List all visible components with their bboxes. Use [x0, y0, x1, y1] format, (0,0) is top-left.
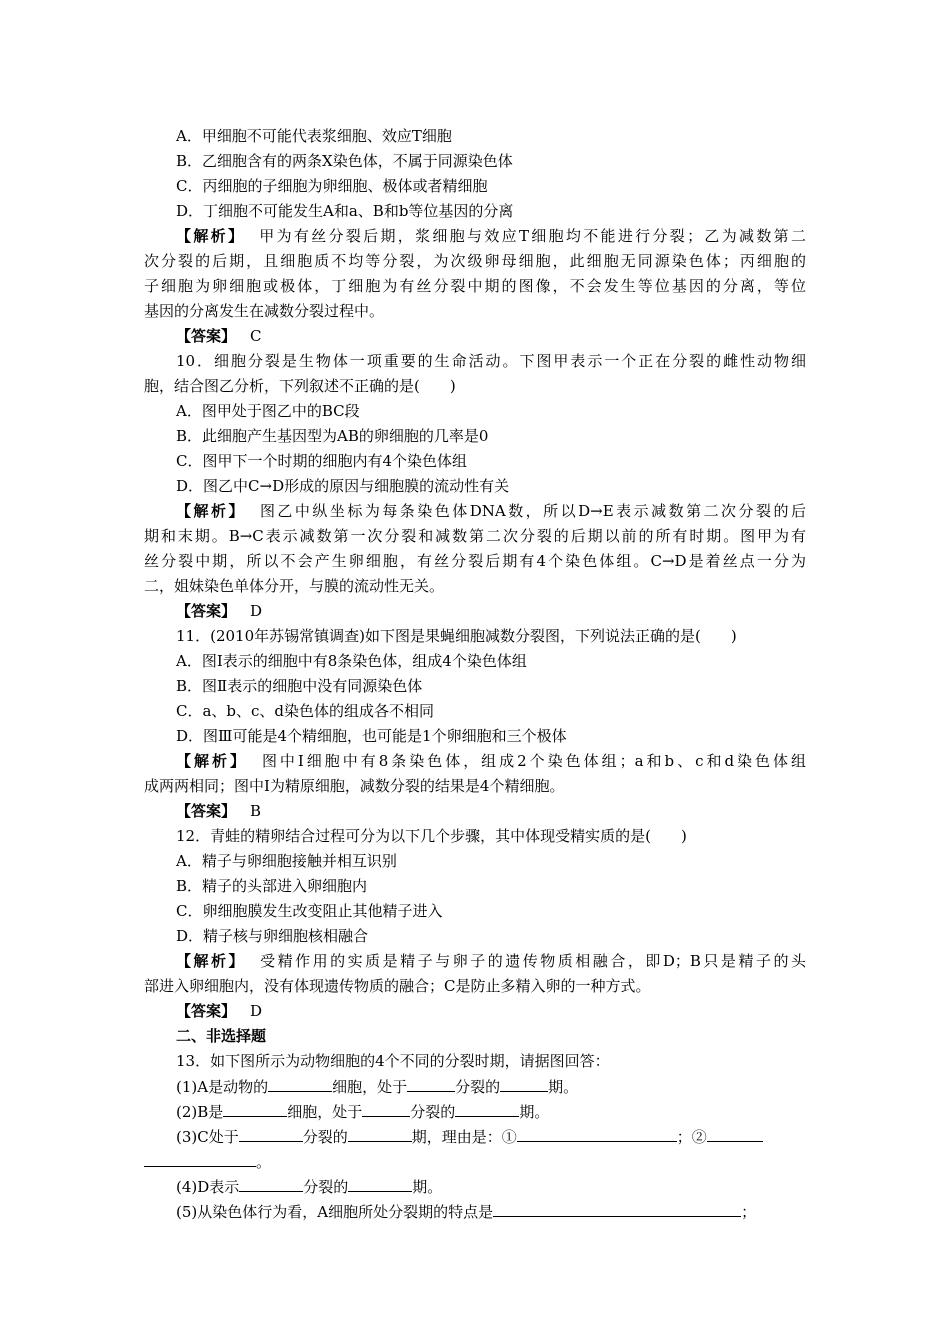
q10-option-a: A．图甲处于图乙中的BC段 — [176, 402, 360, 420]
q10-answer: D — [250, 602, 263, 620]
q9-option-a: A．甲细胞不可能代表浆细胞、效应T细胞 — [176, 127, 452, 145]
q11-option-a: A．图Ⅰ表示的细胞中有8条染色体，组成4个染色体组 — [176, 652, 527, 670]
q13-p3-text: 期，理由是：① — [411, 1128, 517, 1146]
q11-option-c: C．a、b、c、d染色体的组成各不相同 — [176, 702, 435, 720]
q12-analysis-text: 受精作用的实质是精子与卵子的遗传物质相融合，即D；B只是精子的头 — [260, 952, 806, 970]
q11-analysis-line: 成两两相同；图中Ⅰ为精原细胞，减数分裂的结果是4个精细胞。 — [144, 777, 565, 795]
q9-analysis-line: 次分裂的后期，且细胞质不均等分裂，为次级卵母细胞，此细胞无同源染色体；丙细胞的 — [144, 252, 806, 270]
answer-blank[interactable] — [348, 1174, 412, 1192]
q12-option-c: C．卵细胞膜发生改变阻止其他精子进入 — [176, 902, 443, 920]
q9-answer-line — [0, 324, 950, 349]
q13-p2-text: 分裂的 — [410, 1103, 456, 1121]
q13-part-1 — [0, 1074, 950, 1099]
answer-blank[interactable] — [239, 1174, 303, 1192]
answer-tag: 【答案】 — [176, 1002, 237, 1020]
answer-blank[interactable] — [493, 1199, 741, 1217]
q12-option-d: D．精子核与卵细胞核相融合 — [176, 927, 369, 945]
answer-blank[interactable] — [239, 1124, 303, 1142]
q13-p2-text: (2)B是 — [176, 1103, 224, 1121]
q13-p4-text: 期。 — [412, 1178, 443, 1196]
q11-stem: 11．(2010年苏锡常镇调查)如下图是果蝇细胞减数分裂图，下列说法正确的是( ) — [176, 627, 737, 645]
q12-option-a: A．精子与卵细胞接触并相互识别 — [176, 852, 397, 870]
q11-analysis-line — [0, 749, 806, 774]
q9-answer: C — [250, 327, 262, 345]
analysis-tag: 【解析】 — [176, 952, 247, 970]
answer-blank[interactable] — [268, 1074, 332, 1092]
q10-option-d: D．图乙中C→D形成的原因与细胞膜的流动性有关 — [176, 477, 510, 495]
q9-analysis-line — [0, 224, 806, 249]
q12-answer: D — [250, 1002, 263, 1020]
answer-blank[interactable] — [455, 1099, 519, 1117]
q11-answer-line — [0, 799, 950, 824]
q9-analysis-line: 基因的分离发生在减数分裂过程中。 — [144, 302, 385, 320]
answer-blank[interactable] — [500, 1074, 548, 1092]
q13-part-3 — [0, 1124, 950, 1149]
q10-analysis-line: 二，姐妹染色单体分开，与膜的流动性无关。 — [144, 577, 445, 595]
q9-option-b: B．乙细胞含有的两条X染色体，不属于同源染色体 — [176, 152, 513, 170]
answer-blank[interactable] — [348, 1124, 412, 1142]
q10-option-c: C．图甲下一个时期的细胞内有4个染色体组 — [176, 452, 468, 470]
answer-blank[interactable] — [407, 1074, 455, 1092]
q13-p5-text: (5)从染色体行为看，A细胞所处分裂期的特点是 — [176, 1203, 494, 1221]
q12-option-b: B．精子的头部进入卵细胞内 — [176, 877, 368, 895]
q12-answer-line — [0, 999, 950, 1024]
q9-option-d: D．丁细胞不可能发生A和a、B和b等位基因的分离 — [176, 202, 514, 220]
q9-analysis-line: 子细胞为卵细胞或极体，丁细胞为有丝分裂中期的图像，不会发生等位基因的分离，等位 — [144, 277, 806, 295]
q10-analysis-text: 图乙中纵坐标为每条染色体DNA数，所以D→E表示减数第二次分裂的后 — [259, 502, 806, 520]
q11-option-d: D．图Ⅲ可能是4个精细胞，也可能是1个卵细胞和三个极体 — [176, 727, 567, 745]
answer-tag: 【答案】 — [176, 802, 237, 820]
q13-p4-text: (4)D表示 — [176, 1178, 240, 1196]
analysis-tag: 【解析】 — [176, 502, 246, 520]
q9-option-c: C．丙细胞的子细胞为卵细胞、极体或者精细胞 — [176, 177, 488, 195]
q13-p1-text: 细胞，处于 — [332, 1078, 408, 1096]
q13-p2-text: 期。 — [519, 1103, 550, 1121]
q10-stem: 胞，结合图乙分析，下列叙述不正确的是( ) — [144, 377, 456, 395]
q13-p1-text: (1)A是动物的 — [176, 1078, 269, 1096]
section-heading: 二、非选择题 — [176, 1027, 267, 1045]
q13-p4-text: 分裂的 — [303, 1178, 349, 1196]
q10-answer-line — [0, 599, 950, 624]
q13-part-2 — [0, 1099, 950, 1124]
answer-tag: 【答案】 — [176, 602, 237, 620]
q13-p3-text: 。 — [256, 1153, 272, 1171]
q10-analysis-line — [0, 499, 806, 524]
q11-option-b: B．图Ⅱ表示的细胞中没有同源染色体 — [176, 677, 423, 695]
analysis-tag: 【解析】 — [176, 227, 246, 245]
q9-analysis-text: 甲为有丝分裂后期，浆细胞与效应T细胞均不能进行分裂；乙为减数第二 — [259, 227, 806, 245]
q13-p3-text: 分裂的 — [302, 1128, 348, 1146]
q12-analysis-line: 部进入卵细胞内，没有体现遗传物质的融合；C是防止多精入卵的一种方式。 — [144, 977, 651, 995]
answer-blank[interactable] — [144, 1149, 256, 1167]
q11-answer: B — [250, 802, 262, 820]
q13-p5-text: ； — [741, 1203, 757, 1221]
q10-analysis-line: 期和末期。B→C表示减数第一次分裂和减数第二次分裂的后期以前的所有时期。图甲为有 — [144, 527, 806, 545]
q13-p1-text: 期。 — [548, 1078, 579, 1096]
q10-option-b: B．此细胞产生基因型为AB的卵细胞的几率是0 — [176, 427, 489, 445]
q12-analysis-line — [0, 949, 806, 974]
q13-p2-text: 细胞，处于 — [287, 1103, 363, 1121]
q10-stem: 10．细胞分裂是生物体一项重要的生命活动。下图甲表示一个正在分裂的雌性动物细 — [176, 352, 806, 370]
q13-part-5 — [0, 1199, 950, 1224]
answer-blank[interactable] — [707, 1124, 763, 1142]
answer-blank[interactable] — [362, 1099, 410, 1117]
q13-part-3-cont — [0, 1149, 950, 1174]
answer-tag: 【答案】 — [176, 327, 237, 345]
q13-p3-text: (3)C处于 — [176, 1128, 239, 1146]
analysis-tag: 【解析】 — [176, 752, 248, 770]
q13-part-4 — [0, 1174, 950, 1199]
q13-p3-text: ；② — [676, 1128, 707, 1146]
q13-stem: 13．如下图所示为动物细胞的4个不同的分裂时期，请据图回答： — [176, 1052, 610, 1070]
q11-analysis-text: 图中Ⅰ细胞中有8条染色体，组成2个染色体组；a和b、c和d染色体组 — [261, 752, 806, 770]
answer-blank[interactable] — [223, 1099, 287, 1117]
answer-blank[interactable] — [517, 1124, 677, 1142]
q12-stem: 12．青蛙的精卵结合过程可分为以下几个步骤，其中体现受精实质的是( ) — [176, 827, 687, 845]
q13-p1-text: 分裂的 — [455, 1078, 501, 1096]
q10-analysis-line: 丝分裂中期，所以不会产生卵细胞，有丝分裂后期有4个染色体组。C→D是着丝点一分为 — [144, 552, 806, 570]
